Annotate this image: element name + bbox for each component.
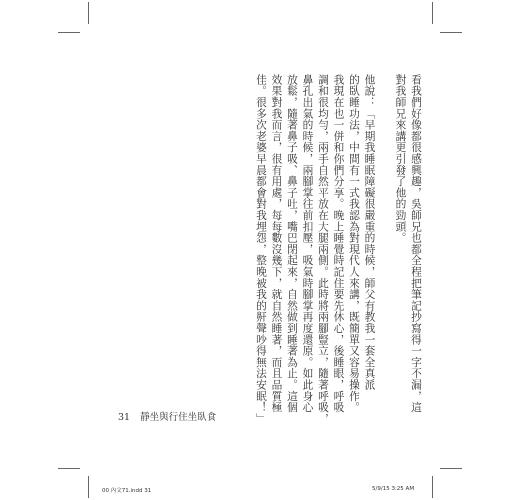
text-column: 我現在也一併和你們分享。晚上睡覺時記住要先休心，後睡眼，呼吸 xyxy=(332,74,346,413)
crop-mark xyxy=(88,476,89,498)
print-slug xyxy=(0,486,520,498)
text-column: 鼻孔出氣的時候，兩腳掌往前扣壓，吸氣時腳掌再度還原。如此身心 xyxy=(301,74,315,413)
crop-mark xyxy=(88,2,89,24)
page-footer xyxy=(118,409,216,423)
text-column: 調和很均勻，兩手自然平放在大腿兩側。此時將兩腳豎立，隨著呼吸， xyxy=(317,74,330,425)
text-column: 的臥睡功法，中間有一式我認為對現代人來講，既簡單又容易操作。 xyxy=(348,74,361,413)
print-slug-file: 00 內文71.indd 31 xyxy=(102,488,152,494)
crop-mark xyxy=(432,476,433,498)
crop-mark xyxy=(440,468,462,469)
paragraph-spacer xyxy=(378,74,392,399)
text-column: 看我們好像都很感興趣，吳師兄也都全程把筆記抄寫得一字不漏，這 xyxy=(410,74,423,413)
crop-mark xyxy=(58,32,80,33)
print-slug-date: 5/9/15 3:25 AM xyxy=(372,486,415,492)
crop-mark xyxy=(58,468,80,469)
text-column: 放鬆，隨著鼻子吸、鼻子吐，嘴巴閉起來，自然做到睡著為止。這個 xyxy=(286,74,299,413)
crop-mark xyxy=(440,32,462,33)
text-column: 對我師兄來講更引發了他的勁頭。 xyxy=(394,74,408,244)
text-column: 效果對我而言，很有用處，每每數沒幾下，就自然睡著，而且品質極 xyxy=(270,74,284,413)
crop-mark xyxy=(432,2,433,24)
text-column: 佳。很多次老婆早晨都會對我埋怨，整晚被我的鼾聲吵得無法安眠！」 xyxy=(255,74,268,425)
page-number: 31 xyxy=(118,412,131,423)
running-title: 靜坐與行住坐臥食 xyxy=(140,412,217,423)
text-column: 他說：「早期我睡眠障礙很嚴重的時候，師父有教我一套全真派 xyxy=(363,74,377,391)
